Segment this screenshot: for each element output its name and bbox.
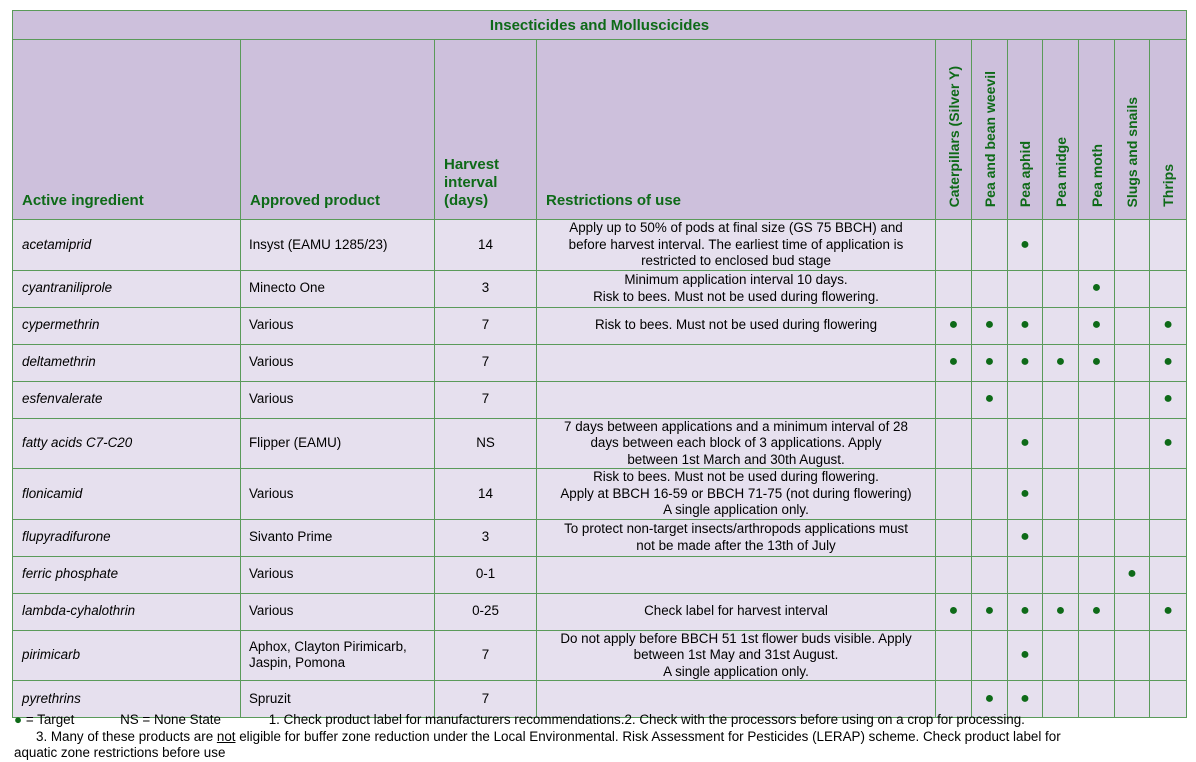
target-cell [1079, 344, 1115, 381]
target-cell [936, 307, 972, 344]
target-dot-icon: ● [1163, 390, 1173, 408]
target-cell [972, 418, 1008, 469]
target-dot-icon: ● [1091, 316, 1102, 334]
active-ingredient-cell: cyantraniliprole [13, 270, 241, 307]
footnote-2: 2. Check with the processors before using on a crop for processing. [624, 712, 1025, 727]
restrictions-cell [537, 630, 936, 681]
target-cell [972, 270, 1008, 307]
target-cell [1115, 270, 1150, 307]
header-pest-slugs-snails [1115, 40, 1150, 220]
active-ingredient-cell: pirimicarb [13, 630, 241, 681]
target-cell [1043, 519, 1079, 556]
restriction-line: 7 days between applications and a minimum interval of 28 [564, 418, 908, 434]
target-cell [972, 381, 1008, 418]
target-cell [1008, 556, 1043, 593]
header-pest-caterpillars [936, 40, 972, 220]
header-pest-pea-bean-weevil [972, 40, 1008, 220]
target-cell [1043, 307, 1079, 344]
target-cell [1079, 220, 1115, 271]
header-row [13, 40, 1187, 220]
header-active-ingredient: Active ingredient [13, 40, 241, 220]
active-ingredient-cell: esfenvalerate [13, 381, 241, 418]
restrictions-cell [537, 344, 936, 381]
target-cell [1008, 381, 1043, 418]
restrictions-cell [537, 381, 936, 418]
approved-product-cell: Various [241, 593, 435, 630]
target-cell [972, 556, 1008, 593]
restriction-line: Risk to bees. Must not be used during flowering. [593, 469, 879, 484]
restrictions-cell [537, 593, 936, 630]
target-cell [972, 469, 1008, 520]
target-cell [1008, 418, 1043, 469]
target-dot-icon: ● [984, 689, 995, 707]
table-row [13, 556, 1187, 593]
target-cell [1115, 418, 1150, 469]
target-cell [1008, 220, 1043, 271]
target-cell [1115, 220, 1150, 271]
restriction-line: Risk to bees. Must not be used during flowering. [593, 288, 879, 304]
target-cell [972, 593, 1008, 630]
active-ingredient-cell: lambda-cyhalothrin [13, 593, 241, 630]
target-dot-icon: ● [1163, 353, 1173, 371]
target-dot-icon: ● [984, 602, 995, 620]
target-cell [1150, 307, 1187, 344]
active-ingredient-cell: flupyradifurone [13, 519, 241, 556]
target-dot-icon: ● [1163, 434, 1173, 451]
target-dot-icon: ● [948, 602, 959, 620]
target-cell [936, 220, 972, 271]
active-ingredient-cell: flonicamid [13, 469, 241, 520]
approved-product-cell: Various [241, 344, 435, 381]
target-cell [1079, 270, 1115, 307]
table-row [13, 593, 1187, 630]
legend-ns: NS = None State [120, 712, 221, 727]
harvest-interval-cell: 14 [435, 469, 537, 520]
header-approved-product: Approved product [241, 40, 435, 220]
restrictions-cell [537, 469, 936, 520]
header-pest-label: Pea and bean weevil [981, 70, 998, 207]
target-cell [1115, 307, 1150, 344]
restriction-line: To protect non-target insects/arthropods applications must [564, 521, 908, 536]
harvest-interval-cell: 7 [435, 307, 537, 344]
active-ingredient-cell: pyrethrins [13, 681, 241, 718]
restrictions-cell [537, 519, 936, 556]
approved-product-cell: Sivanto Prime [241, 519, 435, 556]
harvest-interval-cell: 7 [435, 381, 537, 418]
target-cell [1079, 519, 1115, 556]
header-pest-label: Pea aphid [1017, 140, 1033, 207]
target-cell [972, 630, 1008, 681]
restriction-line: Apply up to 50% of pods at final size (GS 75 BBCH) and [569, 220, 903, 235]
target-cell [1115, 630, 1150, 681]
target-cell [1008, 630, 1043, 681]
target-cell [1079, 593, 1115, 630]
target-cell [1008, 593, 1043, 630]
header-pest-label: Caterpillars (Silver Y) [945, 65, 962, 207]
target-dot-icon: ● [984, 316, 995, 334]
table-row [13, 220, 1187, 271]
header-pest-label: Pea midge [1052, 136, 1069, 207]
target-dot-icon: ● [1020, 484, 1030, 502]
restrictions-cell [537, 556, 936, 593]
active-ingredient-cell: acetamiprid [13, 220, 241, 271]
header-pest-pea-moth [1079, 40, 1115, 220]
target-cell [1008, 307, 1043, 344]
footnote-3-underlined: not [216, 728, 236, 744]
target-cell [1079, 418, 1115, 469]
approved-product-cell: Insyst (EAMU 1285/23) [241, 220, 435, 271]
header-pest-label: Thrips [1160, 164, 1177, 207]
restrictions-cell [537, 418, 936, 469]
approved-product-cell: Flipper (EAMU) [241, 418, 435, 469]
target-cell [972, 344, 1008, 381]
footnote-1: 1. Check product label for manufacturers recommendations. [268, 712, 625, 727]
target-cell [1008, 469, 1043, 520]
header-pest-pea-midge [1043, 40, 1079, 220]
target-cell [1150, 418, 1187, 469]
target-cell [1079, 307, 1115, 344]
restriction-line: restricted to enclosed bud stage [641, 253, 831, 268]
target-cell [1150, 556, 1187, 593]
target-dot-icon: ● [1020, 316, 1030, 334]
harvest-interval-cell: 7 [435, 344, 537, 381]
target-dot-icon: ● [1091, 602, 1102, 620]
target-dot-icon: ● [1020, 434, 1030, 451]
target-dot-icon: ● [1055, 602, 1066, 620]
restriction-line: Do not apply before BBCH 51 1st flower buds visible. Apply [560, 630, 912, 646]
approved-product-cell: Various [241, 381, 435, 418]
harvest-interval-cell: 0-25 [435, 593, 537, 630]
target-cell [1115, 519, 1150, 556]
target-cell [972, 519, 1008, 556]
harvest-interval-cell: 3 [435, 270, 537, 307]
target-cell [1150, 630, 1187, 681]
target-cell [1043, 270, 1079, 307]
footnotes [14, 712, 1186, 762]
table-body [13, 220, 1187, 718]
table-row [13, 344, 1187, 381]
target-cell [936, 519, 972, 556]
active-ingredient-cell: fatty acids C7-C20 [13, 418, 241, 469]
target-cell [936, 469, 972, 520]
header-harvest-interval-line3: (days) [444, 192, 489, 209]
footnote-3 [14, 729, 1186, 746]
target-cell [1008, 519, 1043, 556]
restriction-line: between 1st March and 30th August. [627, 451, 845, 467]
restriction-line: Check label for harvest interval [644, 603, 828, 619]
target-cell [1150, 381, 1187, 418]
header-pest-thrips [1150, 40, 1187, 220]
table-row [13, 630, 1187, 681]
target-cell [1043, 630, 1079, 681]
target-dot-icon: ● [1020, 646, 1030, 663]
harvest-interval-cell: 7 [435, 681, 537, 718]
table-row [13, 270, 1187, 307]
restriction-line: A single application only. [663, 663, 809, 679]
pesticide-table-wrapper [12, 10, 1186, 718]
harvest-interval-cell: 3 [435, 519, 537, 556]
header-restrictions: Restrictions of use [537, 40, 936, 220]
header-pest-label: Slugs and snails [1124, 96, 1140, 207]
harvest-interval-cell: NS [435, 418, 537, 469]
approved-product-cell: Minecto One [241, 270, 435, 307]
target-cell [936, 556, 972, 593]
restrictions-cell [537, 270, 936, 307]
header-harvest-interval [435, 40, 537, 220]
target-cell [936, 630, 972, 681]
active-ingredient-cell: ferric phosphate [13, 556, 241, 593]
restrictions-cell [537, 307, 936, 344]
table-title: Insecticides and Molluscicides [13, 11, 1187, 40]
target-dot-icon: ● [948, 353, 959, 371]
target-dot-icon: ● [1020, 528, 1030, 546]
target-dot-icon: ● [1020, 689, 1030, 707]
target-cell [1115, 469, 1150, 520]
table-row [13, 469, 1187, 520]
header-pest-pea-aphid [1008, 40, 1043, 220]
active-ingredient-cell: deltamethrin [13, 344, 241, 381]
target-cell [1150, 270, 1187, 307]
target-cell [1150, 344, 1187, 381]
target-cell [1115, 344, 1150, 381]
target-dot-icon: ● [1020, 353, 1030, 371]
target-cell [1150, 469, 1187, 520]
target-cell [972, 307, 1008, 344]
target-cell [1115, 381, 1150, 418]
target-dot-icon: ● [984, 353, 995, 371]
target-dot-icon: ● [1055, 353, 1066, 371]
active-ingredient-cell: cypermethrin [13, 307, 241, 344]
approved-product-cell: Various [241, 469, 435, 520]
target-dot-icon: ● [14, 712, 23, 727]
target-cell [1043, 220, 1079, 271]
target-dot-icon: ● [1091, 279, 1102, 297]
approved-product-cell: Various [241, 556, 435, 593]
restriction-line: before harvest interval. The earliest time of application is [568, 236, 904, 252]
target-cell [1115, 556, 1150, 593]
target-cell [1043, 381, 1079, 418]
approved-product-cell: Various [241, 307, 435, 344]
target-cell [936, 418, 972, 469]
restriction-line: days between each block of 3 applications. Apply [590, 435, 882, 450]
header-harvest-interval-line1: Harvest [444, 156, 500, 173]
target-dot-icon: ● [1163, 316, 1173, 334]
harvest-interval-cell: 14 [435, 220, 537, 271]
target-cell [936, 593, 972, 630]
table-row [13, 418, 1187, 469]
target-cell [1150, 593, 1187, 630]
restriction-line: A single application only. [663, 502, 809, 517]
target-cell [1079, 381, 1115, 418]
target-cell [1079, 630, 1115, 681]
target-cell [1150, 519, 1187, 556]
target-cell [1115, 593, 1150, 630]
restriction-line: Minimum application interval 10 days. [624, 272, 848, 287]
target-dot-icon: ● [1127, 565, 1137, 583]
target-dot-icon: ● [1163, 602, 1173, 620]
target-dot-icon: ● [984, 390, 995, 408]
target-cell [1079, 556, 1115, 593]
target-dot-icon: ● [948, 316, 959, 334]
harvest-interval-cell: 7 [435, 630, 537, 681]
target-cell [936, 270, 972, 307]
approved-product-cell: Spruzit [241, 681, 435, 718]
target-cell [936, 381, 972, 418]
target-cell [1150, 220, 1187, 271]
target-cell [1043, 593, 1079, 630]
footnote-3-line2: aquatic zone restrictions before use [14, 745, 226, 760]
target-cell [936, 344, 972, 381]
table-row [13, 307, 1187, 344]
target-cell [1079, 469, 1115, 520]
target-cell [1008, 344, 1043, 381]
restriction-line: not be made after the 13th of July [636, 537, 836, 553]
target-dot-icon: ● [1091, 353, 1102, 371]
restriction-line: between 1st May and 31st August. [633, 647, 839, 662]
target-cell [1043, 556, 1079, 593]
header-pest-label: Pea moth [1088, 143, 1105, 207]
approved-product-cell: Aphox, Clayton Pirimicarb, Jaspin, Pomona [241, 630, 435, 681]
table-row [13, 381, 1187, 418]
footnote-3-prefix: 3. Many of these products are [36, 728, 217, 744]
target-cell [1043, 344, 1079, 381]
target-cell [972, 220, 1008, 271]
target-cell [1008, 270, 1043, 307]
restriction-line: Apply at BBCH 16-59 or BBCH 71-75 (not during flowering) [560, 485, 912, 501]
footnote-3-suffix: eligible for buffer zone reduction under the Local Environmental. Risk Assessment for Pesticides (LERAP) scheme. Check product label for [235, 728, 1061, 744]
target-dot-icon: ● [1020, 235, 1030, 253]
restriction-line: Risk to bees. Must not be used during flowering [594, 317, 878, 333]
legend-target: = Target [25, 712, 75, 727]
target-cell [1043, 469, 1079, 520]
footnote-line-1 [14, 712, 1186, 729]
target-cell [1043, 418, 1079, 469]
header-harvest-interval-line2: interval [444, 174, 498, 191]
target-dot-icon: ● [1020, 602, 1030, 620]
table-row [13, 519, 1187, 556]
harvest-interval-cell: 0-1 [435, 556, 537, 593]
restrictions-cell [537, 220, 936, 271]
insecticides-table [12, 10, 1187, 718]
